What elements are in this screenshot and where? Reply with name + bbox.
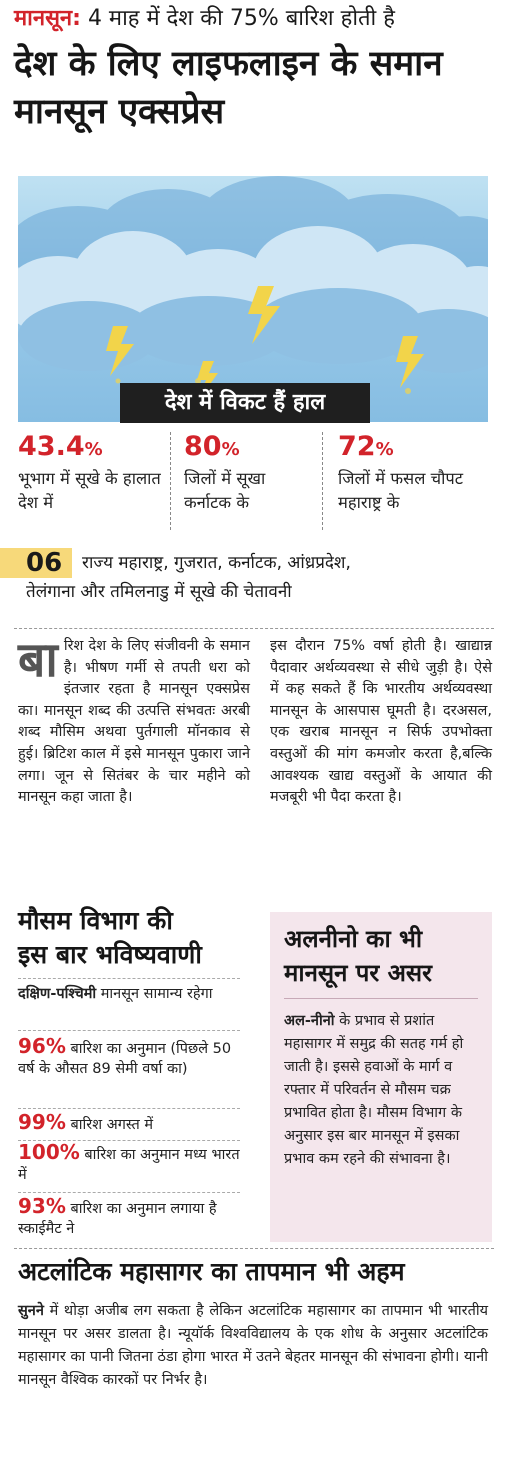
divider: [14, 628, 494, 629]
headline: देश के लिए लाइफलाइन के समान मानसून एक्सप्रेस: [14, 44, 443, 132]
stat-value: 43.4: [18, 431, 85, 462]
body-column-left: [18, 632, 250, 809]
hero-caption-band: देश में विकट हैं हाल: [120, 383, 370, 423]
divider: [14, 1248, 494, 1249]
alert-line-2: तेलंगाना और तमिलनाडु में सूखे की चेतावनी: [26, 582, 292, 602]
divider: [18, 1192, 240, 1193]
divider: [18, 978, 240, 979]
stat-item: [184, 430, 314, 515]
forecast-item: 99% बारिश अगस्त में: [18, 1110, 154, 1134]
alert-number: 06: [26, 548, 63, 578]
atlantic-text: सुनने में थोड़ा अजीब लग सकता है लेकिन अटलांटिक महासागर का तापमान भी भारतीय मानसून पर असर डालता है। न्यूयॉर्क विश्वविद्यालय के एक शोध के अनुसार अटलांटिक महासागर का पानी जितना ठंडा होगा भारत में उतने बेहतर मानसून की संभावना होगी। यानी मानसून वैश्विक कारकों पर निर्भर है।: [18, 1303, 488, 1388]
forecast-title: मौसम विभाग की इस बार भविष्यवाणी: [18, 906, 202, 969]
stat-value: 80: [184, 431, 222, 462]
forecast-item: 93% बारिश का अनुमान लगाया है स्काईमैट ने: [18, 1194, 217, 1237]
stat-unit: %: [375, 439, 394, 460]
stat-divider: [322, 432, 323, 530]
body-left-text: रिश देश के लिए संजीवनी के समान है। भीषण गर्मी से तपती धरा को इंतजार रहता है मानसून एक्सप्रेस का। मानसून शब्द की उत्पत्ति संभवतः अरबी शब्द मौसिम अथवा पुर्तगाली मॉनकाव से हुई। ब्रिटिश काल में इसे मानसून पुकारा जाने लगा। जून से सितंबर के चार महीने को मानसून कहा जाता है।: [18, 638, 250, 806]
drought-alert: [0, 548, 508, 618]
dropcap: बा: [18, 632, 58, 688]
stat-text: जिलों में सूखा कर्नाटक के: [184, 469, 266, 512]
atlantic-title: अटलांटिक महासागर का तापमान भी अहम: [18, 1257, 405, 1286]
forecast-item: 100% बारिश का अनुमान मध्य भारत में: [18, 1140, 240, 1183]
divider: [18, 1030, 240, 1031]
stat-unit: %: [84, 439, 103, 460]
stat-unit: %: [221, 439, 240, 460]
stat-text: भूभाग में सूखे के हालात देश में: [18, 469, 161, 512]
stat-item: [338, 430, 498, 515]
kicker-text: 4 माह में देश की 75% बारिश होती है: [80, 6, 395, 31]
forecast-lead: दक्षिण-पश्चिमी मानसून सामान्य रहेगा: [18, 986, 213, 1002]
stat-value: 72: [338, 431, 376, 462]
kicker: [14, 2, 395, 32]
divider: [284, 998, 478, 999]
forecast-item: 96% बारिश का अनुमान (पिछले 50 वर्ष के औसत 89 सेमी वर्षा का): [18, 1034, 232, 1077]
kicker-label: मानसून:: [14, 6, 81, 31]
stat-item: [18, 430, 168, 515]
divider: [18, 1108, 240, 1109]
body-column-right: इस दौरान 75% वर्षा होती है। खाद्यान्न पैदावार अर्थव्यवस्था से सीधे जुड़ी है। ऐसे में कह सकते हैं कि भारतीय अर्थव्यवस्था मानसून के आसपास घूमती है। दरअसल, एक खराब मानसून न सिर्फ उपभोक्ता वस्तुओं की मांग कमजोर करता है,बल्कि आवश्यक खाद्य वस्तुओं के आयात की मजबूरी भी पैदा करता है।: [270, 638, 492, 806]
stat-text: जिलों में फसल चौपट महाराष्ट्र के: [338, 469, 464, 512]
alert-line-1: राज्य महाराष्ट्र, गुजरात, कर्नाटक, आंध्रप्रदेश,: [82, 553, 351, 573]
elnino-title: अलनीनो का भी मानसून पर असर: [284, 925, 432, 987]
elnino-box: [270, 912, 492, 1242]
elnino-text: अल-नीनो के प्रभाव से प्रशांत महासागर में समुद्र की सतह गर्म हो जाती है। इससे हवाओं के मार्ग व रफ्तार में परिवर्तन से मौसम चक्र प्रभावित होता है। मौसम विभाग के अनुसार इस बार मानसून में इसका प्रभाव कम रहने की संभावना है।: [284, 1013, 464, 1167]
stat-divider: [170, 432, 171, 530]
